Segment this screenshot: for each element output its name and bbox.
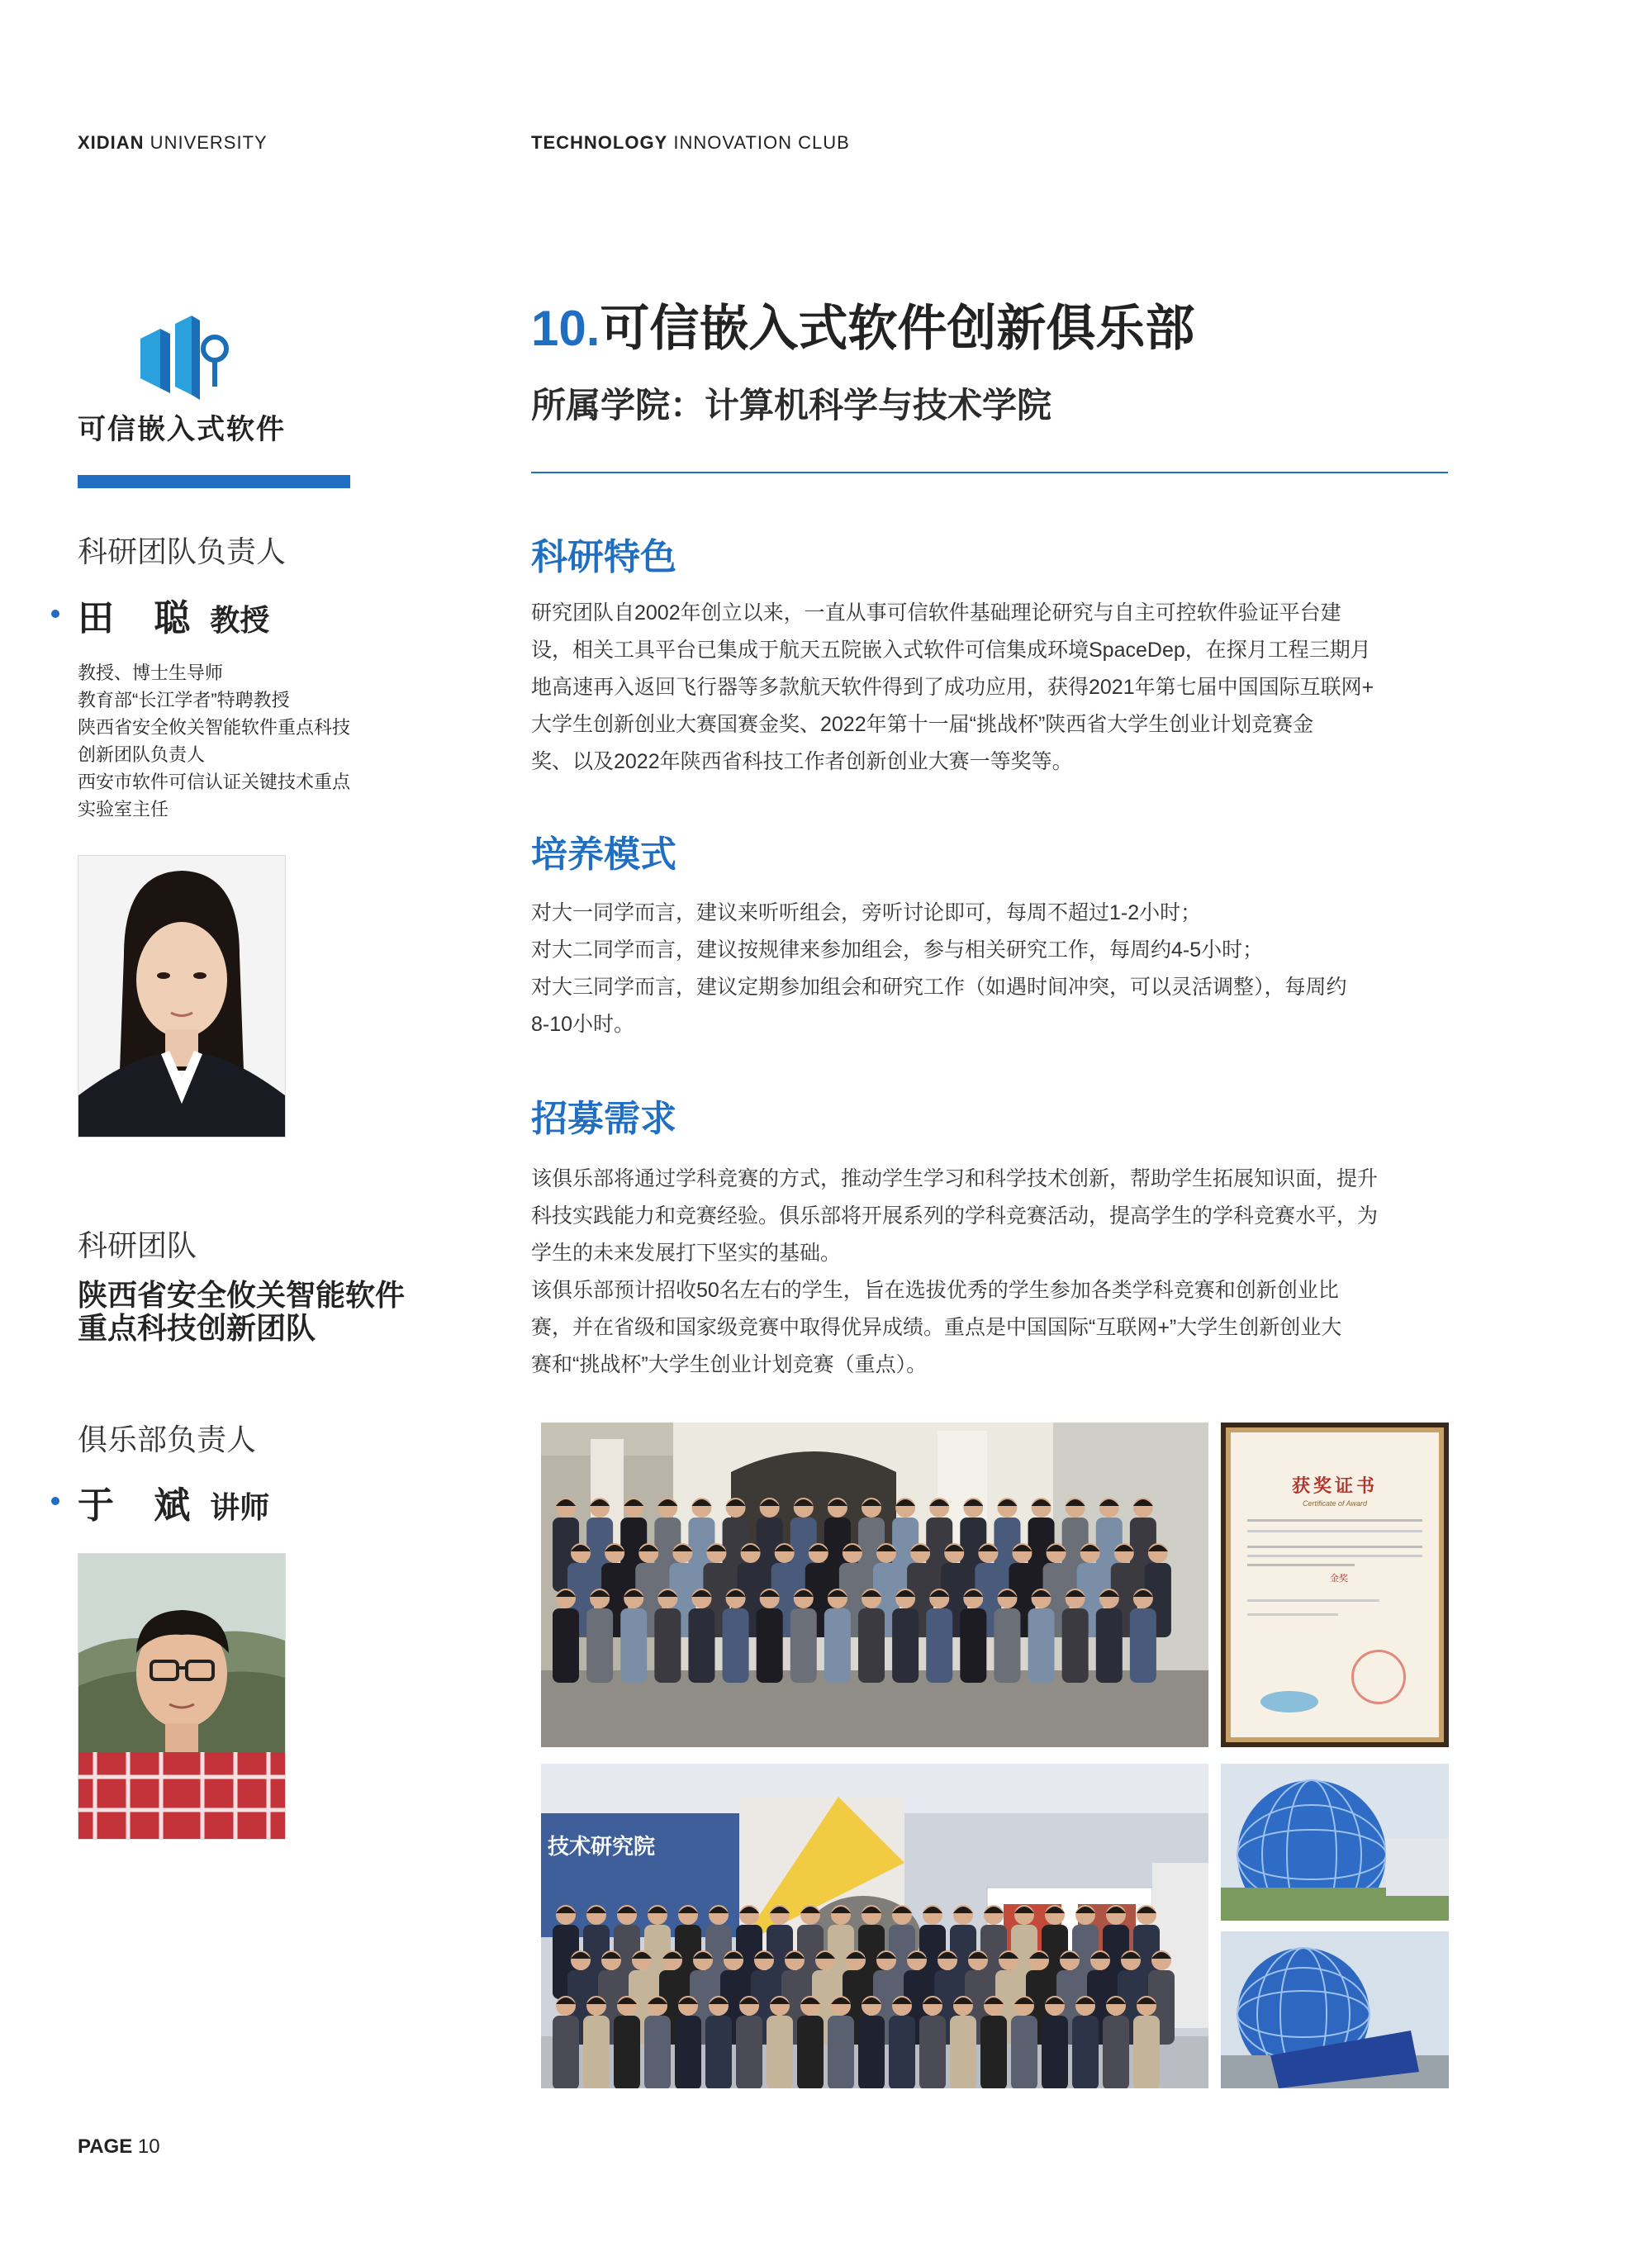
para-line: 奖、以及2022年陕西省科技工作者创新创业大赛一等奖等。 bbox=[531, 750, 1073, 773]
para-line: 赛，并在省级和国家级竞赛中取得优异成绩。重点是中国国际“互联网+”大学生创新创业大 bbox=[531, 1316, 1342, 1339]
para-line: 研究团队自2002年创立以来，一直从事可信软件基础理论研究与自主可控软件验证平台建 bbox=[531, 601, 1341, 625]
leader-name: 田 聪 bbox=[78, 598, 206, 639]
credential-line: 实验室主任 bbox=[78, 799, 169, 819]
club-leader-name: 于 斌 bbox=[78, 1485, 206, 1526]
club-leader-title: 讲师 bbox=[210, 1490, 270, 1524]
team-label: 科研团队 bbox=[78, 1228, 197, 1262]
leader-title: 教授 bbox=[210, 603, 270, 637]
para-line: 该俱乐部预计招收50名左右的学生，旨在选拔优秀的学生参加各类学科竞赛和创新创业比 bbox=[531, 1279, 1339, 1302]
para-line: 赛和“挑战杯”大学生创业计划竞赛（重点）。 bbox=[531, 1353, 928, 1376]
header-university-rest: UNIVERSITY bbox=[144, 132, 268, 153]
para-line: 对大二同学而言，建议按规律来参加组会，参与相关研究工作，每周约4-5小时； bbox=[531, 938, 1264, 962]
leader-credentials bbox=[78, 659, 408, 823]
group-photo-building bbox=[541, 1423, 1208, 1747]
certificate-subtitle: Certificate of Award bbox=[1302, 1499, 1368, 1508]
header-right bbox=[531, 132, 850, 154]
bullet-icon bbox=[51, 610, 59, 618]
footer-page-label: PAGE bbox=[78, 2135, 133, 2158]
club-leader-label: 俱乐部负责人 bbox=[78, 1423, 257, 1456]
credential-line: 陕西省安全攸关智能软件重点科技 bbox=[78, 717, 351, 738]
section-heading-training: 培养模式 bbox=[531, 834, 676, 875]
para-line: 地高速再入返回飞行器等多款航天软件得到了成功应用，获得2021年第七届中国国际互联网+ bbox=[531, 676, 1374, 699]
page-number bbox=[78, 2135, 160, 2159]
para-line: 学生的未来发展打下坚实的基础。 bbox=[531, 1242, 842, 1265]
team-name-line: 重点科技创新团队 bbox=[78, 1311, 316, 1345]
footer-page-num: 10 bbox=[132, 2135, 160, 2158]
trusted-embedded-logo-icon bbox=[132, 306, 231, 405]
header-club-rest: INNOVATION CLUB bbox=[667, 132, 850, 153]
para-line: 设，相关工具平台已集成于航天五院嵌入式软件可信集成环境SpaceDep，在探月工程三期月 bbox=[531, 639, 1371, 662]
institute-sign: 技术研究院 bbox=[548, 1834, 656, 1859]
page-title bbox=[531, 289, 1194, 360]
logo-divider bbox=[78, 475, 350, 488]
para-line: 科技实践能力和竞赛经验。俱乐部将开展系列的学科竞赛活动，提高学生的学科竞赛水平，为 bbox=[531, 1204, 1379, 1228]
award-certificate-image bbox=[1221, 1423, 1449, 1747]
title-number: 10. bbox=[531, 301, 601, 356]
leader-portrait bbox=[78, 855, 286, 1138]
logo-text: 可信嵌入式软件 bbox=[78, 414, 286, 445]
para-line: 该俱乐部将通过学科竞赛的方式，推动学生学习和科学技术创新，帮助学生拓展知识面，提升 bbox=[531, 1167, 1379, 1190]
para-line: 8-10小时。 bbox=[531, 1013, 635, 1036]
section-body-recruitment bbox=[531, 1161, 1448, 1384]
section-heading-recruitment: 招募需求 bbox=[531, 1099, 676, 1139]
bullet-icon bbox=[51, 1497, 59, 1505]
para-line: 大学生创新创业大赛国赛金奖、2022年第十一届“挑战杯”陕西省大学生创业计划竞赛金 bbox=[531, 713, 1314, 736]
section-body-training bbox=[531, 895, 1448, 1043]
credential-line: 西安市软件可信认证关键技术重点 bbox=[78, 772, 351, 792]
team-name bbox=[78, 1279, 405, 1345]
credential-line: 教育部“长江学者”特聘教授 bbox=[78, 690, 290, 710]
group-photo-institute bbox=[541, 1764, 1208, 2088]
page-subtitle: 所属学院：计算机科学与技术学院 bbox=[531, 386, 1052, 425]
header-university-bold: XIDIAN bbox=[78, 132, 145, 153]
title-text: 可信嵌入式软件创新俱乐部 bbox=[600, 301, 1195, 356]
section-body-research bbox=[531, 595, 1448, 781]
header-left bbox=[78, 132, 268, 154]
club-leader-name-line bbox=[78, 1475, 269, 1528]
certificate-title: 获奖证书 bbox=[1291, 1475, 1378, 1496]
para-line: 对大三同学而言，建议定期参加组会和研究工作（如遇时间冲突，可以灵活调整），每周约 bbox=[531, 976, 1347, 999]
leader-label: 科研团队负责人 bbox=[78, 534, 287, 568]
group-photo-dome-2 bbox=[1221, 1931, 1449, 2088]
section-heading-research: 科研特色 bbox=[531, 537, 676, 577]
club-leader-portrait bbox=[78, 1553, 286, 1840]
group-photo-dome-1 bbox=[1221, 1764, 1449, 1921]
team-name-line: 陕西省安全攸关智能软件 bbox=[78, 1278, 406, 1312]
para-line: 对大一同学而言，建议来听听组会，旁听讨论即可，每周不超过1-2小时； bbox=[531, 901, 1202, 924]
credential-line: 创新团队负责人 bbox=[78, 744, 206, 765]
title-divider bbox=[531, 472, 1448, 473]
certificate-award: 金奖 bbox=[1330, 1574, 1348, 1584]
header-club-bold: TECHNOLOGY bbox=[531, 132, 668, 153]
leader-name-line bbox=[78, 588, 269, 641]
credential-line: 教授、博士生导师 bbox=[78, 663, 224, 683]
